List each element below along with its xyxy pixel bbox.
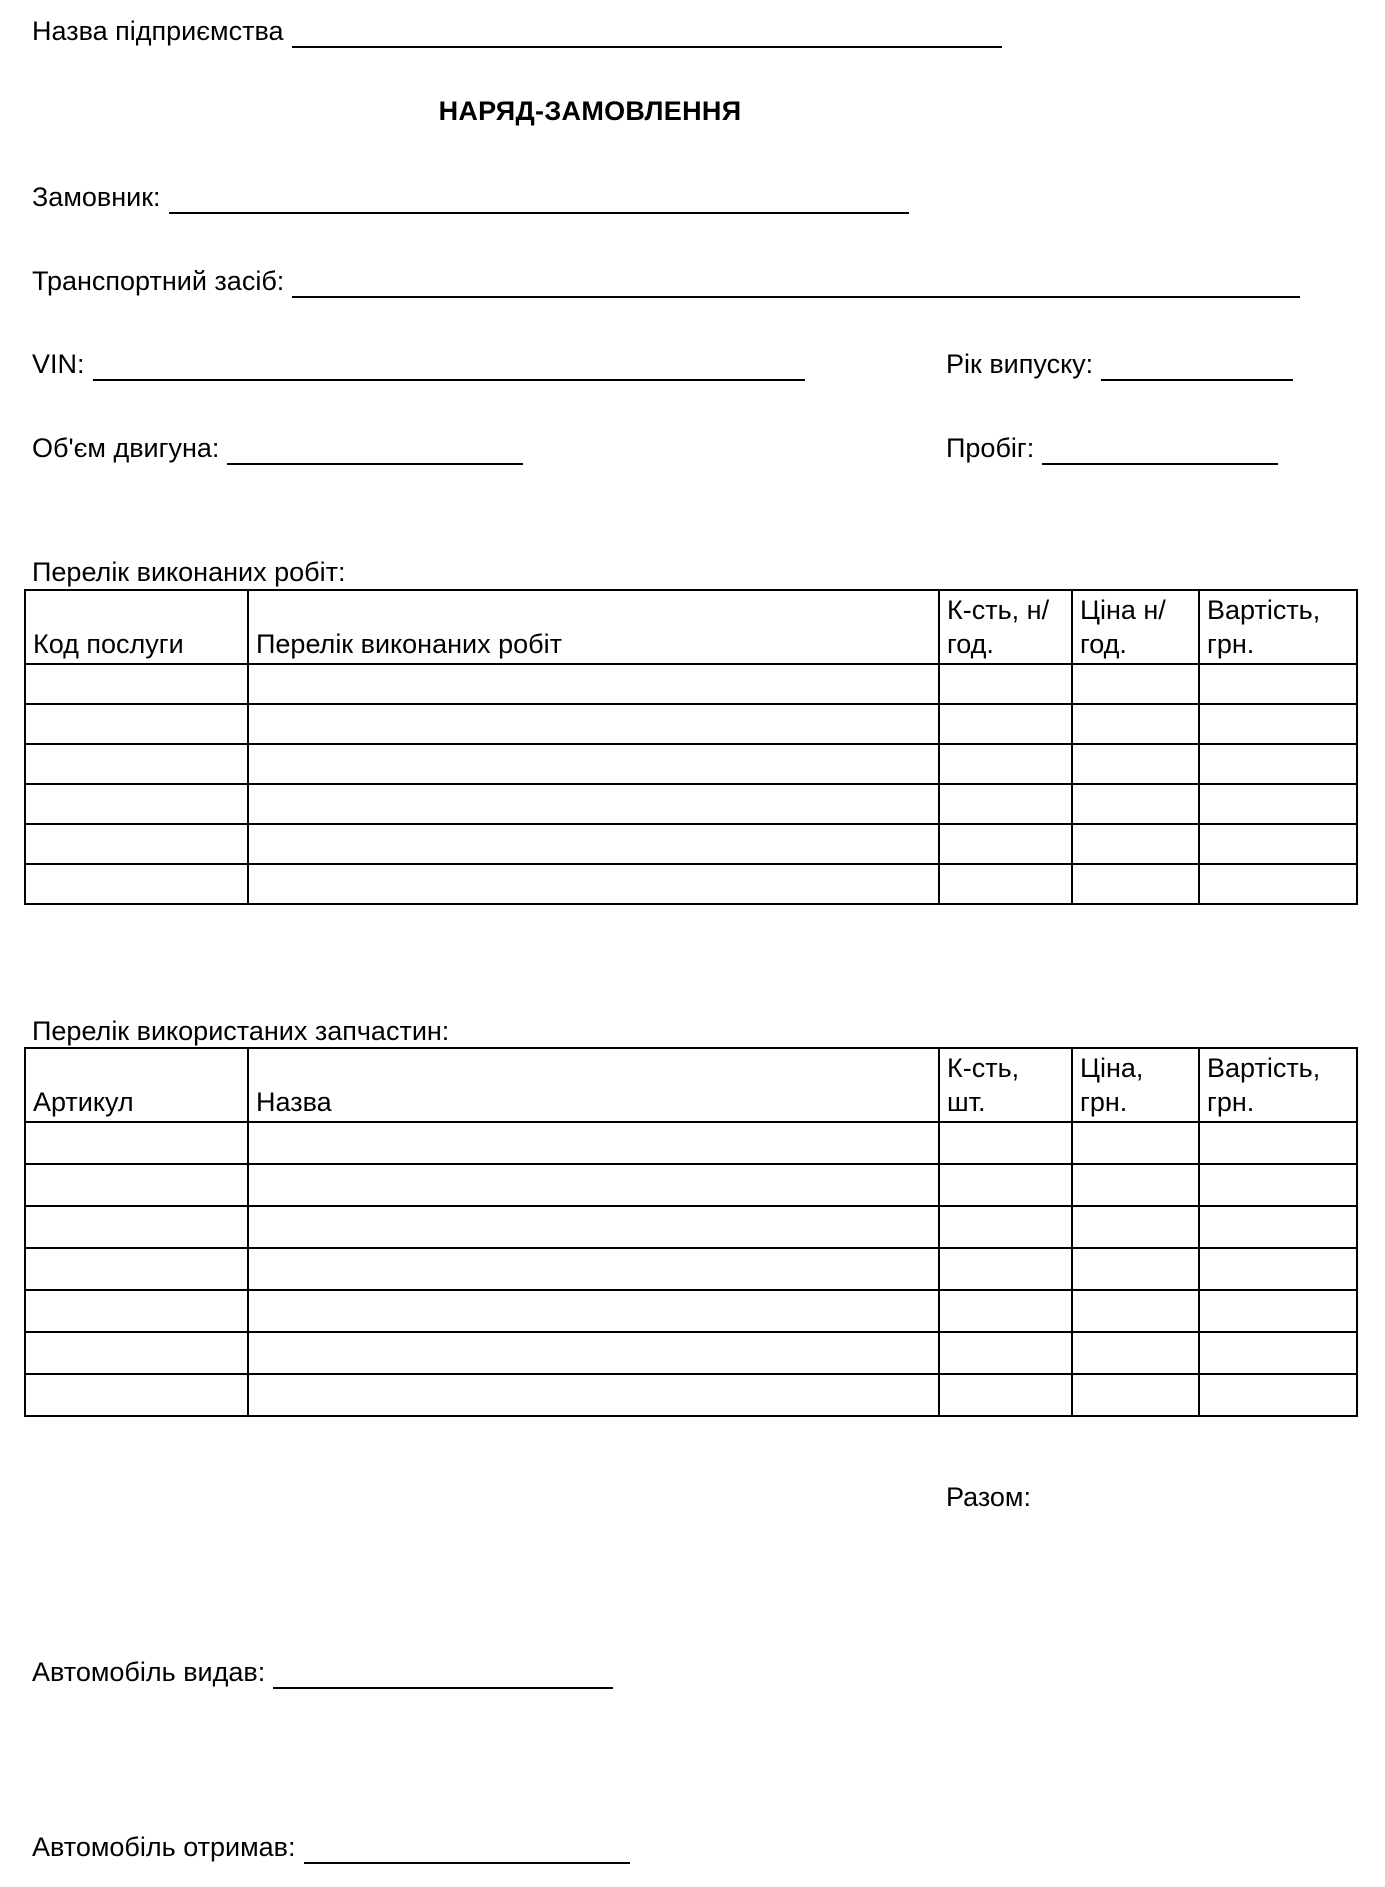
works-table-row: [25, 864, 1357, 904]
works-cell-cost[interactable]: [1199, 744, 1357, 784]
works-cell-code[interactable]: [25, 824, 248, 864]
works-table-row: [25, 704, 1357, 744]
customer-field[interactable]: [32, 180, 909, 214]
works-cell-quantity[interactable]: [939, 704, 1072, 744]
works-header-row: [25, 590, 1357, 664]
works-col-code: Код послуги: [25, 590, 248, 664]
works-cell-price[interactable]: [1072, 664, 1199, 704]
parts-section-title: Перелік використаних запчастин:: [32, 1016, 450, 1046]
parts-cell-description[interactable]: [248, 1206, 939, 1248]
parts-cell-cost[interactable]: [1199, 1206, 1357, 1248]
works-cell-quantity[interactable]: [939, 864, 1072, 904]
company-name-label: Назва підприємства: [32, 16, 284, 46]
parts-cell-price[interactable]: [1072, 1206, 1199, 1248]
parts-cell-description[interactable]: [248, 1164, 939, 1206]
vin-line[interactable]: [93, 351, 805, 381]
parts-cell-code[interactable]: [25, 1164, 248, 1206]
works-table-row: [25, 784, 1357, 824]
customer-label: Замовник:: [32, 182, 161, 212]
works-cell-cost[interactable]: [1199, 824, 1357, 864]
parts-cell-quantity[interactable]: [939, 1122, 1072, 1164]
works-table-row: [25, 744, 1357, 784]
parts-col-quantity: К-сть, шт.: [939, 1048, 1072, 1122]
parts-cell-quantity[interactable]: [939, 1290, 1072, 1332]
works-cell-quantity[interactable]: [939, 784, 1072, 824]
parts-table-row: [25, 1290, 1357, 1332]
parts-cell-code[interactable]: [25, 1122, 248, 1164]
parts-col-name: Назва: [248, 1048, 939, 1122]
parts-header-row: [25, 1048, 1357, 1122]
company-name-field[interactable]: [32, 14, 1002, 48]
parts-cell-description[interactable]: [248, 1374, 939, 1416]
parts-cell-price[interactable]: [1072, 1122, 1199, 1164]
company-name-line[interactable]: [292, 18, 1002, 48]
works-cell-cost[interactable]: [1199, 784, 1357, 824]
works-cell-price[interactable]: [1072, 864, 1199, 904]
engine-label: Об'єм двигуна:: [32, 433, 220, 463]
works-cell-code[interactable]: [25, 784, 248, 824]
parts-table-row: [25, 1374, 1357, 1416]
works-cell-description[interactable]: [248, 744, 939, 784]
works-cell-quantity[interactable]: [939, 824, 1072, 864]
vin-field[interactable]: [32, 347, 805, 381]
parts-cell-quantity[interactable]: [939, 1248, 1072, 1290]
works-cell-code[interactable]: [25, 704, 248, 744]
vehicle-field[interactable]: [32, 264, 1300, 298]
parts-cell-price[interactable]: [1072, 1164, 1199, 1206]
customer-line[interactable]: [169, 184, 909, 214]
parts-col-price: Ціна, грн.: [1072, 1048, 1199, 1122]
parts-cell-description[interactable]: [248, 1248, 939, 1290]
document-title: НАРЯД-ЗАМОВЛЕННЯ: [438, 96, 742, 126]
issued-by-line[interactable]: [273, 1659, 613, 1689]
works-cell-description[interactable]: [248, 784, 939, 824]
works-cell-quantity[interactable]: [939, 664, 1072, 704]
parts-cell-code[interactable]: [25, 1248, 248, 1290]
parts-table-row: [25, 1122, 1357, 1164]
parts-cell-quantity[interactable]: [939, 1374, 1072, 1416]
parts-cell-quantity[interactable]: [939, 1206, 1072, 1248]
received-by-line[interactable]: [304, 1834, 630, 1864]
works-cell-cost[interactable]: [1199, 704, 1357, 744]
parts-cell-cost[interactable]: [1199, 1248, 1357, 1290]
parts-cell-cost[interactable]: [1199, 1122, 1357, 1164]
mileage-field[interactable]: [946, 431, 1278, 465]
works-cell-description[interactable]: [248, 864, 939, 904]
parts-cell-cost[interactable]: [1199, 1332, 1357, 1374]
works-col-quantity: К-сть, н/год.: [939, 590, 1072, 664]
works-section-title: Перелік виконаних робіт:: [32, 557, 346, 587]
mileage-label: Пробіг:: [946, 433, 1035, 463]
parts-cell-code[interactable]: [25, 1290, 248, 1332]
parts-table-row: [25, 1332, 1357, 1374]
works-cell-price[interactable]: [1072, 744, 1199, 784]
vehicle-line[interactable]: [292, 268, 1300, 298]
parts-cell-quantity[interactable]: [939, 1332, 1072, 1374]
parts-cell-price[interactable]: [1072, 1374, 1199, 1416]
works-table-row: [25, 664, 1357, 704]
parts-table-row: [25, 1206, 1357, 1248]
received-by-label: Автомобіль отримав:: [32, 1832, 296, 1862]
parts-cell-code[interactable]: [25, 1206, 248, 1248]
parts-cell-price[interactable]: [1072, 1332, 1199, 1374]
parts-table: [24, 1047, 1358, 1417]
mileage-line[interactable]: [1042, 435, 1278, 465]
works-cell-code[interactable]: [25, 664, 248, 704]
works-col-cost: Вартість, грн.: [1199, 590, 1357, 664]
issued-by-label: Автомобіль видав:: [32, 1657, 266, 1687]
year-label: Рік випуску:: [946, 349, 1094, 379]
parts-table-body: [25, 1122, 1357, 1416]
works-cell-code[interactable]: [25, 744, 248, 784]
works-cell-price[interactable]: [1072, 824, 1199, 864]
works-cell-description[interactable]: [248, 824, 939, 864]
parts-cell-quantity[interactable]: [939, 1164, 1072, 1206]
parts-cell-description[interactable]: [248, 1332, 939, 1374]
parts-cell-description[interactable]: [248, 1122, 939, 1164]
parts-table-row: [25, 1164, 1357, 1206]
parts-cell-cost[interactable]: [1199, 1290, 1357, 1332]
vin-label: VIN:: [32, 349, 85, 379]
parts-col-cost: Вартість, грн.: [1199, 1048, 1357, 1122]
works-table-body: [25, 664, 1357, 904]
works-cell-description[interactable]: [248, 704, 939, 744]
parts-cell-code[interactable]: [25, 1332, 248, 1374]
works-cell-code[interactable]: [25, 864, 248, 904]
works-cell-price[interactable]: [1072, 704, 1199, 744]
parts-cell-price[interactable]: [1072, 1290, 1199, 1332]
engine-field[interactable]: [32, 431, 523, 465]
issued-by-field[interactable]: [32, 1655, 613, 1689]
received-by-field[interactable]: [32, 1830, 630, 1864]
works-cell-description[interactable]: [248, 664, 939, 704]
total-label: Разом:: [946, 1482, 1031, 1512]
vehicle-label: Транспортний засіб:: [32, 266, 285, 296]
parts-cell-price[interactable]: [1072, 1248, 1199, 1290]
works-col-price: Ціна н/год.: [1072, 590, 1199, 664]
parts-cell-cost[interactable]: [1199, 1164, 1357, 1206]
parts-cell-code[interactable]: [25, 1374, 248, 1416]
works-table-row: [25, 824, 1357, 864]
parts-table-row: [25, 1248, 1357, 1290]
works-col-description: Перелік виконаних робіт: [248, 590, 939, 664]
works-cell-quantity[interactable]: [939, 744, 1072, 784]
parts-col-article: Артикул: [25, 1048, 248, 1122]
works-cell-cost[interactable]: [1199, 864, 1357, 904]
parts-cell-cost[interactable]: [1199, 1374, 1357, 1416]
year-line[interactable]: [1101, 351, 1293, 381]
engine-line[interactable]: [227, 435, 523, 465]
works-cell-cost[interactable]: [1199, 664, 1357, 704]
parts-cell-description[interactable]: [248, 1290, 939, 1332]
works-table: [24, 589, 1358, 905]
works-cell-price[interactable]: [1072, 784, 1199, 824]
total-field: [946, 1480, 1039, 1514]
year-field[interactable]: [946, 347, 1293, 381]
